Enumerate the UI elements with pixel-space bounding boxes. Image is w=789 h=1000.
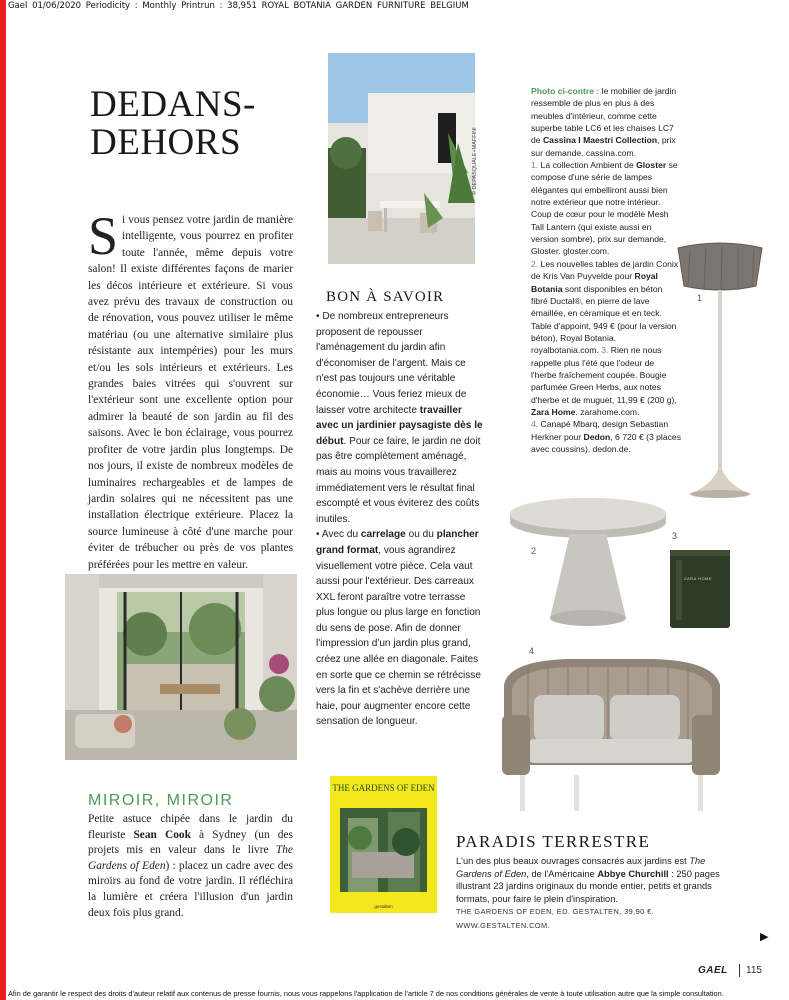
title-line-2: DEHORS — [90, 122, 242, 163]
caption-t2b: sont disponibles en béton fibré Ductal®, en pierre de lave émaillée, en céramique et en teck. Table d'appoint, 949 € (pour la version béton), Royal Botania. royalbotania.com. — [531, 283, 677, 356]
photo-credit: © DEPASQUALE+MAFFINI — [472, 127, 478, 195]
conix-table-image — [508, 496, 668, 631]
caption-b0: Cassina I Maestri Collection — [542, 135, 658, 146]
caption-lead: Photo ci-contre : — [531, 86, 600, 96]
paradis-author: Abbye Churchill — [597, 868, 669, 879]
paradis-t3: : 250 pages illustrant 23 jardins originaux du monde entier, petits et grands formats, pour faire le plein d'inspiration. — [456, 868, 720, 904]
candle-label: ZARA HOME — [684, 576, 713, 581]
header-periodicity: Periodicity : Monthly — [85, 1, 177, 11]
mirror-heading: MIROIR, MIROIR — [88, 792, 234, 809]
drop-cap: S — [88, 206, 119, 266]
caption-t3b: . zarahome.com. — [575, 406, 640, 417]
caption-t1b: se compose d'une série de lampes élégantes qui embelliront aussi bien notre extérieur que notre intérieur. Coup de cœur pour le modèle Mesh Tall Lantern (qui existe aussi en version sombre), prix sur demande, Gloster. gloster.com. — [531, 160, 678, 257]
next-page-arrow-icon: ▶ — [760, 931, 769, 943]
book-cover-publisher: gestalten — [374, 904, 393, 909]
copyright-notice: Afin de garantir le respect des droits d'auteur relatif aux contenus de presse fournis, nous vous rappelons l'application de l'article 7 de nos conditions générales de vente à toute utilisation autre que la simple consultation. — [8, 989, 724, 998]
caption-b2: Royal Botania — [531, 271, 658, 294]
caption-n1: 1. — [531, 160, 539, 171]
bon-p2d: plancher grand format — [316, 529, 479, 556]
product-number-1: 1 — [697, 293, 703, 303]
house-photo — [328, 53, 475, 264]
mirror-book: The Gardens of Eden — [88, 844, 293, 872]
mirror-paragraph — [88, 812, 293, 921]
footer-brand: GAEL — [698, 965, 728, 976]
bon-p2a: • Avec du — [316, 529, 361, 541]
bon-p1c: . Pour ce faire, le jardin ne doit pas être complètement aménagé, mais au moins vous travaillerez immédiatement vers le résultat final escompté et vous éviterez des coûts inutiles. — [316, 435, 481, 525]
bon-p1a: • De nombreux entrepreneurs proposent de repousser l'aménagement du jardin afin d'économiser de l'argent. Mais ce n'est pas toujours une véritable économie… Vous feriez mieux de laisser votre architecte — [316, 311, 467, 416]
paradis-credit: THE GARDENS OF EDEN, ED. GESTALTEN, 39,90 €. WWW.GESTALTEN.COM. — [456, 907, 655, 930]
header-date: 01/06/2020 — [32, 1, 82, 11]
page-title — [90, 86, 256, 162]
bon-point-1 — [316, 309, 486, 527]
product-number-4: 4 — [529, 646, 535, 656]
caption-t0b: , prix sur demande. cassina.com. — [531, 135, 676, 158]
red-margin-bar — [0, 0, 6, 1000]
paradis-heading: PARADIS TERRESTRE — [456, 832, 651, 851]
caption-b1: Gloster — [636, 160, 667, 171]
press-header — [8, 1, 469, 11]
caption-n3: 3. — [601, 345, 609, 356]
mirror-text-3: ) : placez un cadre avec des miroirs au fond de votre jardin. Il réfléchira la lumière et créera l'illusion d'un jardin deux fois plus grand. — [88, 859, 293, 919]
header-source: Gael — [8, 1, 28, 11]
caption-t2: Les nouvelles tables de jardin Conix de Kris Van Puyvelde pour — [531, 258, 679, 282]
footer-divider — [739, 964, 740, 977]
caption-b4: Dedon — [583, 431, 611, 442]
caption-t4: Canapé Mbarq, design Sebastian Herkner pour — [531, 419, 669, 442]
product-number-3: 3 — [672, 531, 678, 541]
caption-t0: le mobilier de jardin ressemble de plus en plus à des meubles d'intérieur, comme cette superbe table LC6 et les chaises LC7 de — [531, 86, 677, 146]
mirror-name: Sean Cook — [133, 828, 191, 841]
mbarq-sofa-image — [498, 655, 724, 815]
caption-b3: Zara Home — [531, 406, 576, 417]
book-cover-title: THE GARDENS OF EDEN — [332, 783, 435, 793]
bon-p2e: , vous agrandirez visuellement votre pièce. Cela vaut aussi pour l'extérieur. Des carreaux XXL feront paraître votre terrasse plus longue ou plus large en fonction du sens de pose. Afin de donner l'impression d'un jardin plus grand, créez une allée en diagonale. Faites en sorte que ce chemin se rétrécisse vers la fin et s'achève derrière une haie, pour augmenter encore cette sensation de longueur. — [316, 544, 481, 728]
paradis-paragraph — [456, 855, 726, 933]
caption-t4b: , 6 720 € (3 places avec coussins). dedon.de. — [531, 431, 681, 454]
bon-heading: BON À SAVOIR — [326, 289, 445, 305]
page-number: 115 — [746, 965, 762, 976]
product-number-2: 2 — [531, 546, 537, 556]
caption-n4: 4. — [531, 419, 539, 430]
bon-p1b: travailler avec un jardinier paysagiste dès le début — [316, 404, 483, 447]
bon-p2c: ou du — [405, 529, 437, 541]
paradis-t1: L'un des plus beaux ouvrages consacrés aux jardins est — [456, 856, 690, 866]
mirror-text-2: à Sydney (un des projets mis en valeur dans le livre — [88, 828, 293, 857]
candle-image — [668, 548, 732, 630]
lantern-lamp-image — [670, 238, 770, 500]
title-line-1: DEDANS- — [90, 84, 256, 125]
intro-text: i vous pensez votre jardin de manière intelligente, vous pourrez en profiter toute l'année, même depuis votre salon! Il existe différentes façons de marier les décos intérieure et extérieure. Si vous avez prévu des travaux de construction ou de rénovation, vous pouvez utiliser le même matériau (ou une alternative similaire plus résistante aux intempéries) pour les murs et/ou les sols intérieurs et extérieurs. Les grandes baies vitrées qui s'ouvrent sur l'extérieur sont une excellente option pour admirer la beauté de son jardin au fil des saisons. Avec le bon éclairage, vous pourrez profiter de votre jardin plus longtemps. De nos jours, il existe de nombreux modèles de luminaires rechargeables et de lampes de jardin solaires qui ne nécessitent pas une installation électrique extérieure. Placez la source lumineuse à côté d'une marche pour éviter de trébucher ou près de vos plantes préférées pour les mettre en valeur. — [88, 214, 293, 571]
intro-paragraph — [88, 206, 293, 573]
caption-t1: La collection Ambient de — [538, 160, 637, 171]
mirror-text-1: Petite astuce chipée dans le jardin du fleuriste — [88, 813, 293, 841]
product-captions — [531, 85, 681, 455]
header-brand: ROYAL BOTANIA — [261, 1, 331, 11]
book-cover-image — [330, 776, 437, 913]
paradis-book: The Gardens of Eden — [456, 856, 706, 879]
bon-p2b: carrelage — [360, 529, 406, 541]
header-country: BELGIUM — [430, 1, 469, 11]
header-printrun: Printrun : 38,951 — [181, 1, 257, 11]
caption-n2: 2. — [531, 258, 539, 269]
bon-paragraph — [316, 309, 486, 730]
bon-point-2 — [316, 527, 486, 730]
header-category: GARDEN FURNITURE — [335, 1, 426, 11]
patio-photo — [65, 574, 297, 760]
caption-t3: Rien ne nous rappelle plus l'été que l'odeur de l'herbe fraîchement coupée. Bougie parfumée Green Herbs, aux notes d'herbe et de muguet, 11,99 € (200 g), — [531, 345, 677, 405]
paradis-t2: , de l'Américaine — [526, 868, 598, 879]
